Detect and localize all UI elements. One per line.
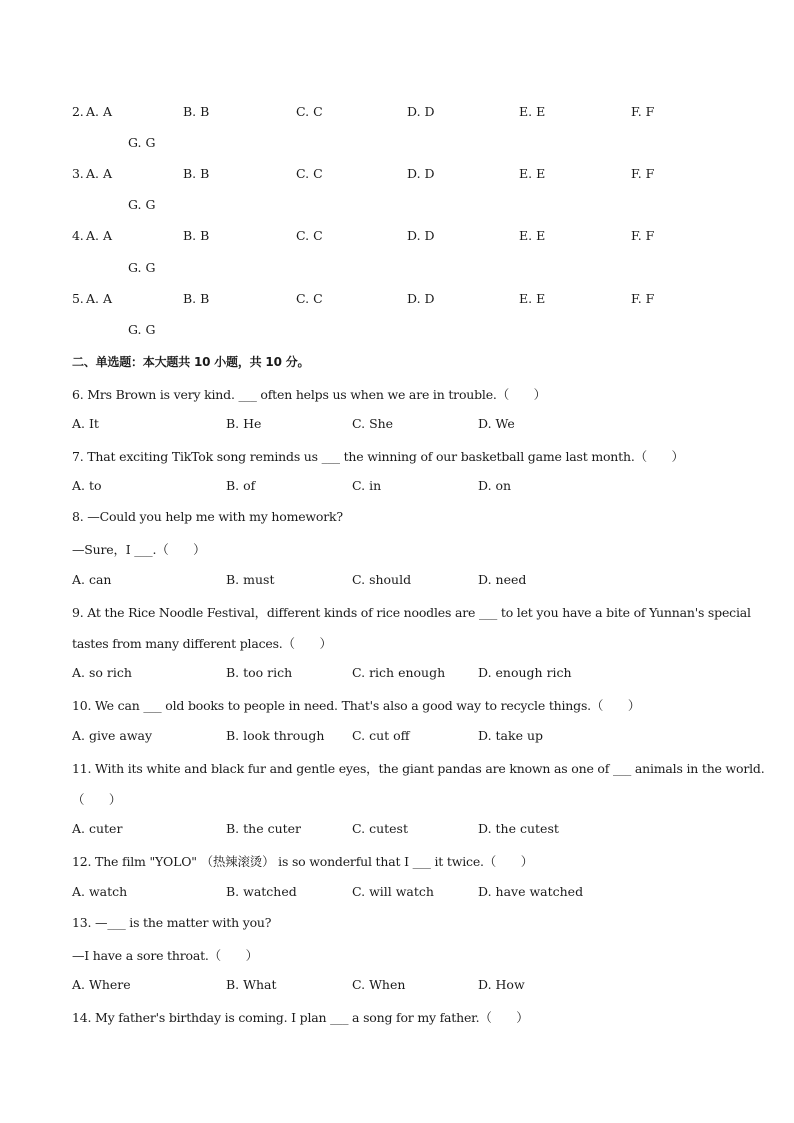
option-g: G. G bbox=[128, 260, 156, 275]
option-d: D. need bbox=[478, 572, 527, 587]
option-c: C. should bbox=[352, 572, 412, 587]
question-stem: 11. With its white and black fur and gentle eyes，the giant pandas are known as one of ___ animals in the world. bbox=[72, 761, 765, 776]
option-c: C. C bbox=[296, 228, 323, 243]
option-d: D. D bbox=[407, 228, 435, 243]
option-c: C. in bbox=[352, 478, 382, 493]
option-e: E. E bbox=[519, 104, 546, 119]
option-d: D. D bbox=[407, 104, 435, 119]
question-stem: 12. The film "YOLO" （热辣滚烫） is so wonderful that I ___ it twice.（ ） bbox=[72, 854, 533, 869]
option-b: B. He bbox=[226, 416, 262, 431]
option-a: A. A bbox=[86, 104, 113, 119]
question-stem: 7. That exciting TikTok song reminds us ___ the winning of our basketball game last month.（ ） bbox=[72, 449, 684, 464]
option-d: D. on bbox=[478, 478, 512, 493]
option-b: B. What bbox=[226, 977, 277, 992]
question-stem: 13. —___ is the matter with you? bbox=[72, 915, 272, 930]
option-c: C. rich enough bbox=[352, 665, 446, 680]
option-d: D. enough rich bbox=[478, 665, 572, 680]
question-number: 3. bbox=[72, 166, 84, 181]
question-stem-line-2: —Sure，I ___.（ ） bbox=[72, 542, 206, 557]
option-b: B. the cuter bbox=[226, 821, 302, 836]
option-f: F. F bbox=[631, 166, 655, 181]
option-d: D. the cutest bbox=[478, 821, 559, 836]
option-c: C. C bbox=[296, 166, 323, 181]
option-f: F. F bbox=[631, 104, 655, 119]
option-a: A. cuter bbox=[72, 821, 123, 836]
section-heading: 二、单选题：本大题共 10 小题，共 10 分。 bbox=[72, 355, 310, 369]
option-c: C. C bbox=[296, 104, 323, 119]
option-f: F. F bbox=[631, 291, 655, 306]
option-b: B. B bbox=[183, 228, 210, 243]
option-g: G. G bbox=[128, 135, 156, 150]
option-a: A. It bbox=[72, 416, 99, 431]
question-stem-line-2: —I have a sore throat.（ ） bbox=[72, 948, 258, 963]
question-stem-line-2: tastes from many different places.（ ） bbox=[72, 636, 332, 651]
option-a: A. watch bbox=[72, 884, 128, 899]
option-a: A. Where bbox=[72, 977, 131, 992]
option-a: A. A bbox=[86, 228, 113, 243]
option-d: D. D bbox=[407, 291, 435, 306]
option-b: B. B bbox=[183, 104, 210, 119]
question-stem: 8. —Could you help me with my homework? bbox=[72, 509, 343, 524]
option-b: B. B bbox=[183, 291, 210, 306]
question-stem: 10. We can ___ old books to people in need. That's also a good way to recycle things.（ ） bbox=[72, 698, 641, 713]
option-a: A. A bbox=[86, 291, 113, 306]
option-a: A. can bbox=[72, 572, 112, 587]
question-stem: 6. Mrs Brown is very kind. ___ often helps us when we are in trouble.（ ） bbox=[72, 387, 546, 402]
option-d: D. D bbox=[407, 166, 435, 181]
question-number: 4. bbox=[72, 228, 84, 243]
option-b: B. B bbox=[183, 166, 210, 181]
option-e: E. E bbox=[519, 291, 546, 306]
option-c: C. will watch bbox=[352, 884, 434, 899]
option-b: B. of bbox=[226, 478, 256, 493]
question-stem: 14. My father's birthday is coming. I plan ___ a song for my father.（ ） bbox=[72, 1010, 529, 1025]
question-number: 5. bbox=[72, 291, 84, 306]
option-e: E. E bbox=[519, 228, 546, 243]
option-b: B. watched bbox=[226, 884, 297, 899]
option-g: G. G bbox=[128, 322, 156, 337]
option-c: C. When bbox=[352, 977, 406, 992]
option-e: E. E bbox=[519, 166, 546, 181]
question-number: 2. bbox=[72, 104, 84, 119]
option-f: F. F bbox=[631, 228, 655, 243]
option-c: C. cutest bbox=[352, 821, 408, 836]
question-stem: 9. At the Rice Noodle Festival，different kinds of rice noodles are ___ to let you have a bite of Yunnan's special bbox=[72, 605, 751, 620]
option-c: C. cut off bbox=[352, 728, 410, 743]
option-c: C. C bbox=[296, 291, 323, 306]
option-d: D. have watched bbox=[478, 884, 584, 899]
option-a: A. give away bbox=[72, 728, 153, 743]
option-a: A. A bbox=[86, 166, 113, 181]
option-b: B. must bbox=[226, 572, 275, 587]
option-g: G. G bbox=[128, 197, 156, 212]
option-b: B. look through bbox=[226, 728, 325, 743]
option-a: A. so rich bbox=[72, 665, 132, 680]
option-d: D. We bbox=[478, 416, 515, 431]
option-d: D. take up bbox=[478, 728, 543, 743]
option-a: A. to bbox=[72, 478, 102, 493]
question-stem-line-2: （ ） bbox=[72, 792, 122, 807]
option-d: D. How bbox=[478, 977, 525, 992]
option-b: B. too rich bbox=[226, 665, 293, 680]
option-c: C. She bbox=[352, 416, 394, 431]
